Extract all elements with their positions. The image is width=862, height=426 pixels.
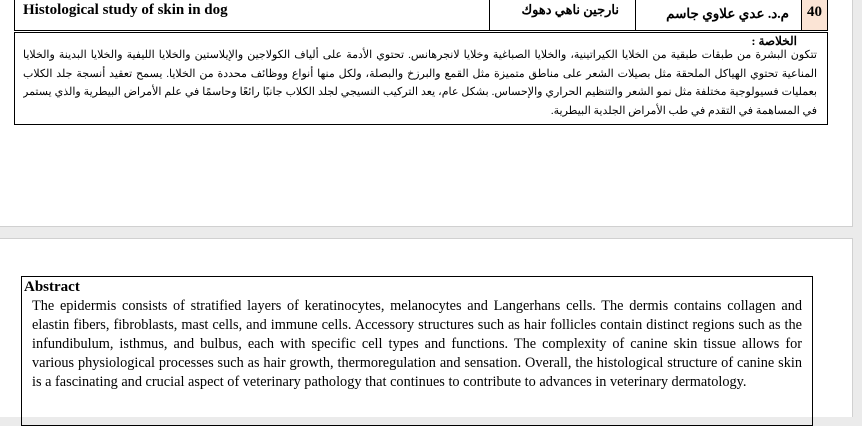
arabic-summary-heading: الخلاصة : bbox=[751, 34, 797, 48]
arabic-summary-text: تتكون البشرة من طبقات طبقية من الخلايا الكيراتينية، والخلايا الصباغية وخلايا لانجرهانس. تحتوي الأدمة على ألياف الكولاجين والإيلاستين والخلايا الليفية والخلايا البدينة والخلايا المناعية تحتوي الهياكل الملحقة مثل بصيلات الشعر على مناطق متميزة مثل القمع والبرزخ والبصلة، ولكل منها أنواع ووظائف محددة من الخلايا. يسمح تعقيد أنسجة جلد الكلاب بعمليات فسيولوجية مختلفة مثل نمو الشعر والتنظيم الحراري والإحساس. بشكل عام، يعد التركيب النسيجي لجلد الكلاب جانبًا رائعًا وحاسمًا في علم الأمراض البيطرية والذي يستمر في المساهمة في التقدم في طب الأمراض الجلدية البيطرية. bbox=[23, 49, 817, 117]
student-cell bbox=[490, 0, 636, 30]
student-name: نارجين ناهي دهوك bbox=[521, 2, 619, 17]
supervisor-cell bbox=[636, 0, 802, 30]
research-title: Histological study of skin in dog bbox=[23, 2, 228, 18]
entry-header-row bbox=[14, 0, 828, 31]
abstract-text: The epidermis consists of stratified layers of keratinocytes, melanocytes and Langerhans cells. The dermis contains collagen and elastin fibers, fibroblasts, mast cells, and immune cells. Accessory structures such as hair follicles contain distinct regions such as the infundibulum, isthmus, and bulbus, each with specific cell types and functions. The complexity of canine skin tissue allows for various physiological processes such as hair growth, thermoregulation and sensation. Overall, the histological structure of canine skin is a fascinating and crucial aspect of veterinary pathology that continues to contribute to advances in veterinary dermatology. bbox=[32, 298, 802, 390]
abstract-box bbox=[21, 276, 813, 426]
number-cell bbox=[802, 0, 827, 30]
abstract-heading: Abstract bbox=[24, 279, 80, 295]
entry-number: 40 bbox=[807, 4, 822, 20]
supervisor-name: م.د. عدي علاوي جاسم bbox=[666, 6, 789, 21]
title-cell bbox=[15, 0, 490, 30]
arabic-summary-box bbox=[14, 32, 828, 125]
